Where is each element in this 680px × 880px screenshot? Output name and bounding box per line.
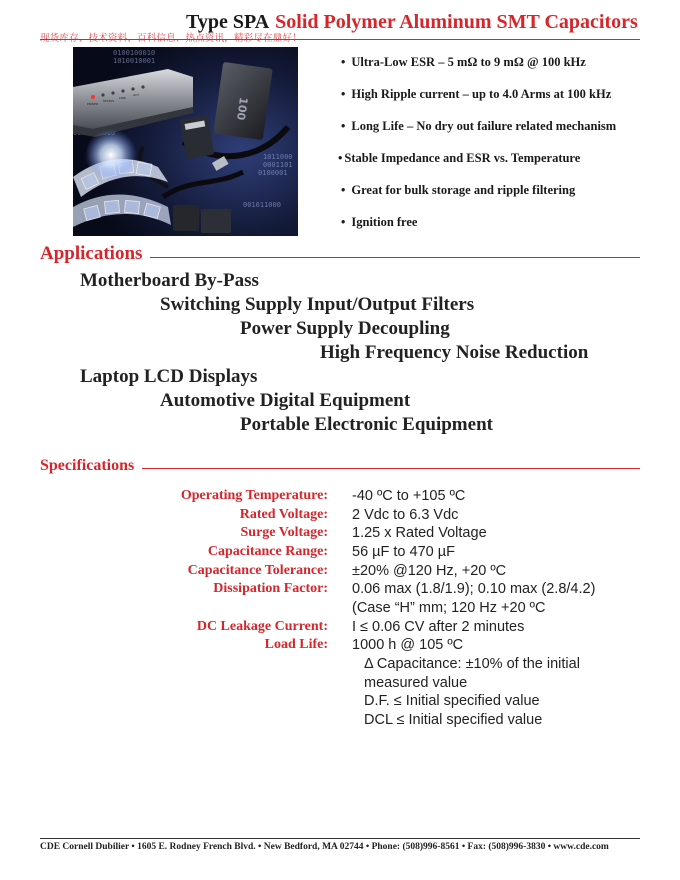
- feature-text: Long Life – No dry out failure related mechanism: [351, 119, 617, 133]
- product-type: Type SPA: [186, 11, 270, 33]
- feature-item: [338, 151, 616, 183]
- application-item: Motherboard By-Pass: [80, 270, 259, 291]
- spec-label-rated-voltage: Rated Voltage:: [239, 507, 328, 522]
- bullet-glyph: •: [341, 215, 346, 229]
- feature-text: Ultra-Low ESR – 5 mΩ to 9 mΩ @ 100 kHz: [351, 55, 586, 69]
- application-item: Automotive Digital Equipment: [160, 390, 411, 411]
- chip-marking: 100: [233, 96, 251, 121]
- led-label: ACT: [133, 93, 139, 97]
- bullet-glyph: •: [338, 151, 343, 165]
- feature-item: [341, 87, 616, 119]
- load-life-detail: DCL ≤ Initial specified value: [364, 712, 543, 728]
- binary-line: 1011000: [263, 153, 293, 161]
- feature-text: Stable Impedance and ESR vs. Temperature: [344, 151, 581, 165]
- footer-contact: CDE Cornell Dubilier • 1605 E. Rodney French Blvd. • New Bedford, MA 02744 • Phone: (508)996-8561 • Fax: (508)996-3830 • www.cde.com: [40, 842, 609, 852]
- spec-value-capacitance-tolerance: ±20% @120 Hz, +20 ºC: [352, 563, 507, 579]
- binary-line: 0001101: [263, 161, 293, 169]
- specifications-heading: Specifications: [40, 457, 142, 475]
- footer-rule: [40, 838, 640, 839]
- feature-text: Ignition free: [351, 215, 418, 229]
- header-rule: [40, 39, 640, 40]
- feature-item: [341, 55, 616, 87]
- spec-value-capacitance-range: 56 µF to 470 µF: [352, 544, 455, 560]
- status-led: [91, 95, 95, 99]
- spec-value-operating-temperature: -40 ºC to +105 ºC: [352, 488, 466, 504]
- bullet-glyph: •: [341, 183, 346, 197]
- product-title: Solid Polymer Aluminum SMT Capacitors: [275, 11, 638, 33]
- spec-label-dc-leakage-current: DC Leakage Current:: [196, 619, 328, 634]
- spec-value-rated-voltage: 2 Vdc to 6.3 Vdc: [352, 507, 459, 523]
- capacitor-chip: [173, 205, 199, 231]
- feature-text: High Ripple current – up to 4.0 Arms at 100 kHz: [351, 87, 612, 101]
- feature-item: [341, 119, 616, 151]
- led-label: STATUS: [103, 99, 115, 103]
- spec-value-load-life: 1000 h @ 105 ºC: [352, 637, 464, 653]
- application-item: Power Supply Decoupling: [240, 318, 450, 339]
- application-item: High Frequency Noise Reduction: [320, 342, 589, 363]
- bullet-glyph: •: [341, 55, 346, 69]
- applications-heading: Applications: [40, 243, 150, 265]
- feature-text: Great for bulk storage and ripple filtering: [351, 183, 576, 197]
- spec-label-capacitance-range: Capacitance Range:: [207, 544, 328, 559]
- spec-value-dc-leakage-current: I ≤ 0.06 CV after 2 minutes: [352, 619, 525, 635]
- binary-line: 001011000: [243, 201, 281, 209]
- spec-label-surge-voltage: Surge Voltage:: [240, 525, 328, 540]
- bullet-glyph: •: [341, 87, 346, 101]
- spec-label-operating-temperature: Operating Temperature:: [180, 488, 328, 503]
- load-life-detail: D.F. ≤ Initial specified value: [364, 693, 540, 709]
- spec-value-surge-voltage: 1.25 x Rated Voltage: [352, 525, 487, 541]
- feature-list: [338, 55, 617, 247]
- spec-value-dissipation-factor-note: (Case “H” mm; 120 Hz +20 ºC: [352, 600, 546, 616]
- spec-label-load-life: Load Life:: [264, 637, 328, 652]
- binary-line: 1010010001: [113, 57, 156, 65]
- capacitor-chip-large: [213, 62, 273, 140]
- capacitor-chip: [201, 209, 231, 233]
- product-photo: [73, 47, 298, 236]
- feature-item: [341, 215, 616, 247]
- load-life-detail: Δ Capacitance: ±10% of the initial: [364, 656, 580, 672]
- load-life-detail: measured value: [364, 675, 468, 691]
- bullet-glyph: •: [341, 119, 346, 133]
- application-item: Laptop LCD Displays: [80, 366, 258, 387]
- application-item: Portable Electronic Equipment: [240, 414, 493, 435]
- watermark-text: [40, 30, 302, 44]
- feature-item: [341, 183, 616, 215]
- spec-label-dissipation-factor: Dissipation Factor:: [213, 581, 328, 596]
- binary-line: 0100001: [258, 169, 288, 177]
- spec-value-dissipation-factor: 0.06 max (1.8/1.9); 0.10 max (2.8/4.2): [352, 581, 596, 597]
- binary-line: 0100100010: [113, 49, 156, 57]
- led-label: POWER: [87, 102, 99, 106]
- light-flare: [85, 129, 137, 181]
- application-item: Switching Supply Input/Output Filters: [160, 294, 475, 315]
- spec-label-capacitance-tolerance: Capacitance Tolerance:: [187, 563, 328, 578]
- led-label: LINK: [119, 96, 126, 100]
